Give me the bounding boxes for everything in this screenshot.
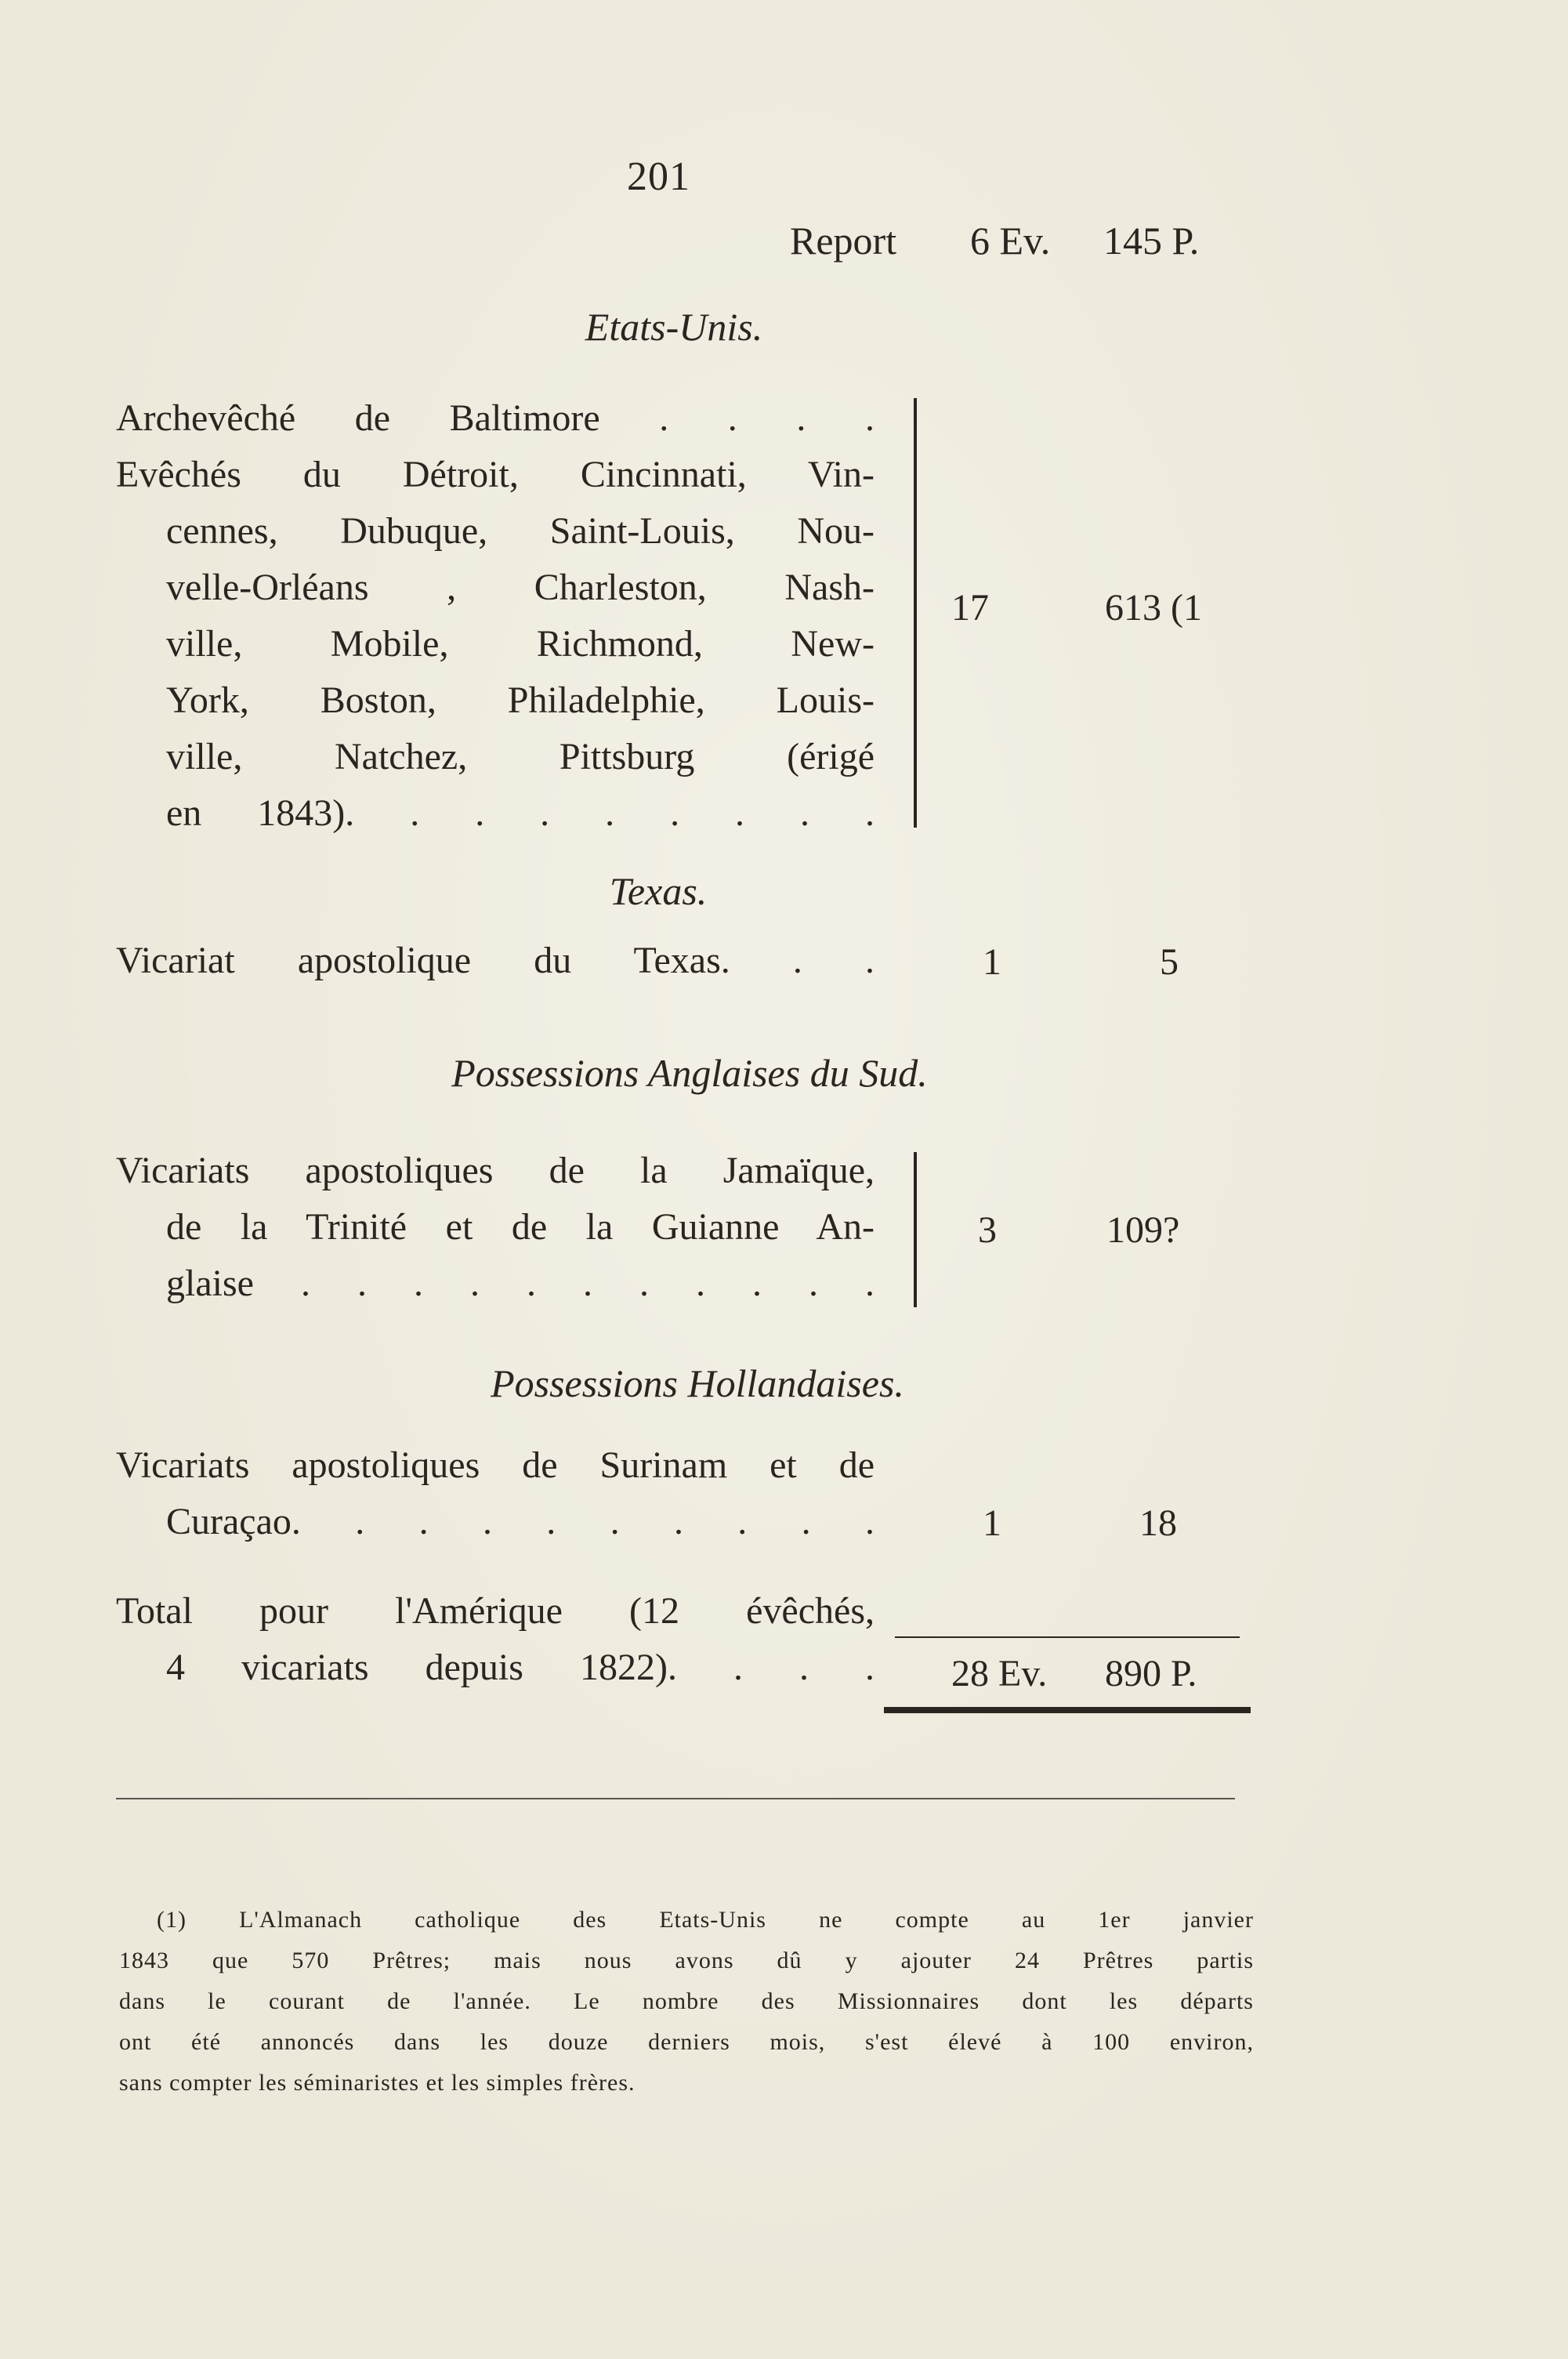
report-label: Report — [790, 219, 897, 263]
section-anglaises-text — [116, 1143, 875, 1312]
count-ev: 1 — [983, 941, 1001, 983]
text-line: Vicariats apostoliques de la Jamaïque, — [116, 1150, 875, 1191]
report-ev: 6 Ev. — [970, 219, 1051, 263]
text-line: en 1843). . . . . . . . . — [166, 792, 875, 834]
text-line: Total pour l'Amérique (12 évêchés, — [116, 1590, 875, 1632]
sum-rule-top — [895, 1636, 1240, 1638]
section-title-anglaises: Possessions Anglaises du Sud. — [451, 1051, 928, 1095]
total-ev: 28 Ev. — [951, 1653, 1048, 1694]
text-line: Vicariat apostolique du Texas. . . — [116, 940, 875, 981]
text-line: de la Trinité et de la Guianne An- — [166, 1206, 875, 1248]
footnote-line: ont été annoncés dans les douze derniers mois, s'est élevé à 100 environ, — [119, 2029, 1254, 2055]
count-ev: 3 — [978, 1209, 997, 1251]
count-ev: 17 — [951, 587, 989, 629]
brace — [909, 398, 917, 828]
count-p: 109? — [1106, 1209, 1180, 1251]
text-line: 4 vicariats depuis 1822). . . . — [166, 1647, 875, 1688]
brace — [909, 1152, 917, 1307]
total-p: 890 P. — [1105, 1653, 1197, 1694]
section-title-hollandaises: Possessions Hollandaises. — [491, 1361, 904, 1405]
footnote-line: dans le courant de l'année. Le nombre des Missionnaires dont les départs — [119, 1988, 1254, 2014]
text-line: Archevêché de Baltimore . . . . — [116, 397, 875, 439]
count-p: 18 — [1139, 1502, 1177, 1544]
report-p: 145 P. — [1103, 219, 1200, 263]
text-line: Vicariats apostoliques de Surinam et de — [116, 1444, 875, 1486]
total-text — [116, 1583, 875, 1696]
text-line: velle-Orléans , Charleston, Nash- — [166, 567, 875, 608]
text-line: glaise . . . . . . . . . . . — [166, 1263, 875, 1304]
text-line: York, Boston, Philadelphie, Louis- — [166, 679, 875, 721]
text-line: ville, Mobile, Richmond, New- — [166, 623, 875, 665]
footnote-line: sans compter les séminaristes et les simples frères. — [119, 2070, 636, 2096]
section-texas-text — [116, 933, 875, 989]
footnote — [119, 1900, 1254, 2104]
section-title-etats-unis: Etats-Unis. — [585, 305, 763, 349]
sum-rule-bottom — [884, 1707, 1251, 1713]
count-p: 5 — [1160, 941, 1179, 983]
count-ev: 1 — [983, 1502, 1001, 1544]
footnote-line: 1843 que 570 Prêtres; mais nous avons dû y ajouter 24 Prêtres partis — [119, 1948, 1254, 1973]
footnote-line: (1) L'Almanach catholique des Etats-Unis ne compte au 1er janvier — [157, 1907, 1254, 1933]
text-line: cennes, Dubuque, Saint-Louis, Nou- — [166, 510, 875, 552]
text-line: ville, Natchez, Pittsburg (érigé — [166, 736, 875, 777]
section-title-texas: Texas. — [609, 869, 708, 913]
text-line: Curaçao. . . . . . . . . . — [166, 1501, 875, 1542]
count-p: 613 (1 — [1105, 587, 1202, 629]
page-number: 201 — [627, 154, 690, 199]
footnote-separator — [116, 1798, 1235, 1799]
text-line: Evêchés du Détroit, Cincinnati, Vin- — [116, 454, 875, 495]
section-etats-unis-text — [116, 390, 875, 842]
section-hollandaises-text — [116, 1437, 875, 1550]
